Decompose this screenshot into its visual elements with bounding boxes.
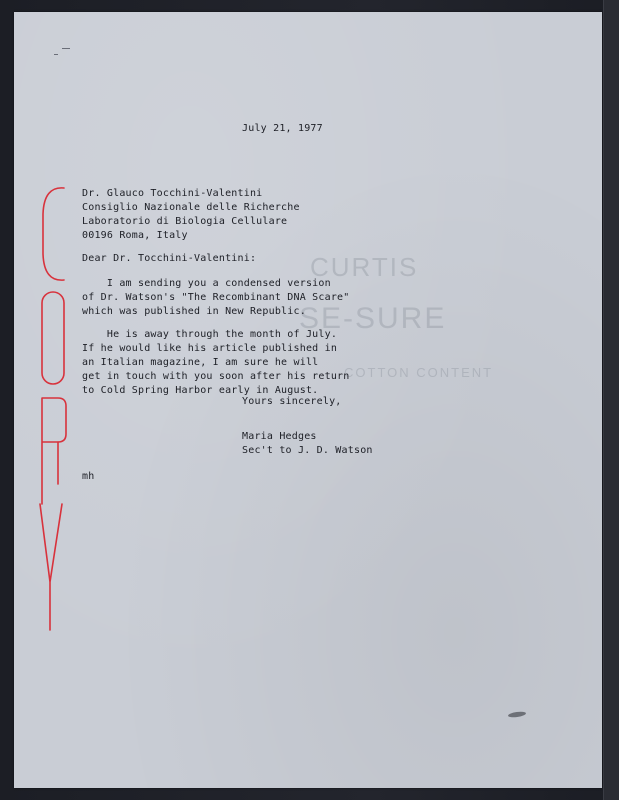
watermark-line-1: CURTIS <box>310 252 419 282</box>
letter-date: July 21, 1977 <box>242 123 323 134</box>
stamp-letter-c <box>43 188 64 280</box>
closing: Yours sincerely, <box>242 396 342 407</box>
recipient-line: 00196 Roma, Italy <box>82 230 188 241</box>
body-line: to Cold Spring Harbor early in August. <box>82 385 319 396</box>
recipient-line: Dr. Glauco Tocchini-Valentini <box>82 188 263 199</box>
copy-stamp-letters <box>34 184 74 634</box>
stamp-letter-y <box>40 504 62 630</box>
corner-mark <box>62 48 70 49</box>
watermark-line-3: COTTON CONTENT <box>344 365 494 380</box>
stamp-letter-o <box>42 292 64 384</box>
body-line: He is away through the month of July. <box>82 329 338 340</box>
body-line: I am sending you a condensed version <box>82 278 331 289</box>
copy-stamp <box>34 184 74 634</box>
stamp-letter-p <box>42 398 66 504</box>
watermark-line-2: SE-SURE <box>299 302 447 335</box>
recipient-line: Laboratorio di Biologia Cellulare <box>82 216 288 227</box>
body-line: which was published in New Republic. <box>82 306 306 317</box>
body-line: If he would like his article published in <box>82 343 338 354</box>
body-line: get in touch with you soon after his return <box>82 371 350 382</box>
signature-name: Maria Hedges <box>242 431 317 442</box>
body-line: an Italian magazine, I am sure he will <box>82 357 319 368</box>
body-line: of Dr. Watson's "The Recombinant DNA Scare" <box>82 292 350 303</box>
letter-page <box>14 12 602 788</box>
recipient-line: Consiglio Nazionale delle Richerche <box>82 202 300 213</box>
signature-title: Sec't to J. D. Watson <box>242 445 373 456</box>
salutation: Dear Dr. Tocchini-Valentini: <box>82 253 257 264</box>
scan-edge <box>603 0 619 800</box>
typist-initials: mh <box>82 471 95 482</box>
ink-smudge <box>508 711 527 718</box>
corner-mark <box>54 54 58 55</box>
